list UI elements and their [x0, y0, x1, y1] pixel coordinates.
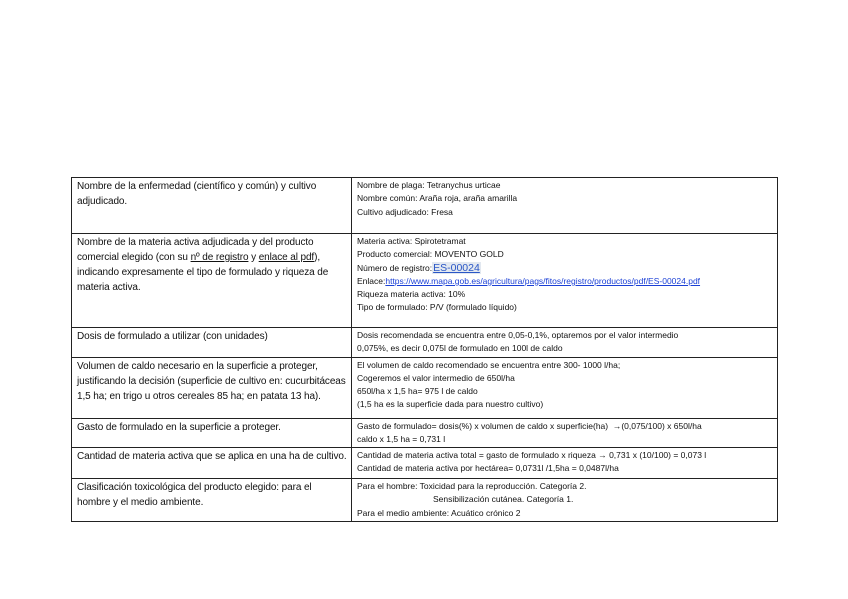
question-text: Dosis de formulado a utilizar (con unidades)	[77, 331, 268, 342]
pdf-url-link[interactable]: https://www.mapa.gob.es/agricultura/pags/fitos/registro/productos/pdf/ES-00024.pdf	[385, 275, 701, 286]
question-cell	[72, 178, 352, 234]
question-text: ), indicando expresamente el tipo de formulado y riqueza de materia activa.	[77, 252, 329, 293]
active-substance: Materia activa: Spirotetramat	[357, 236, 466, 246]
answer-line: Nombre de plaga: Tetranychus urticae	[357, 180, 501, 190]
question-text: Volumen de caldo necesario en la superficie a proteger, justificando la decisión (superficie de cultivo en: cucurbitáceas 1,5 ha; en trigo u otros cereales 85 ha; en patata 13 ha).	[77, 360, 346, 402]
answer-line: (1,5 ha es la superficie dada para nuestro cultivo)	[357, 399, 544, 410]
answer-line: Dosis recomendada se encuentra entre 0,05-0,1%, optaremos por el valor intermedio	[357, 330, 679, 340]
assignment-table	[71, 177, 778, 522]
table-row	[72, 178, 778, 234]
question-cell	[72, 448, 352, 479]
answer-cell	[352, 357, 778, 418]
richness: Riqueza materia activa: 10%	[357, 289, 466, 300]
answer-line: Cultivo adjudicado: Fresa	[357, 206, 453, 217]
table-row	[72, 448, 778, 479]
pdf-link[interactable]: enlace al pdf	[258, 252, 315, 263]
answer-line: Sensibilización cutánea. Categoría 1.	[433, 494, 574, 505]
formulation-type: Tipo de formulado: P/V (formulado líquido)	[357, 302, 517, 313]
answer-line: Para el medio ambiente: Acuático crónico 2	[357, 507, 521, 518]
question-text: Nombre de la materia activa adjudicada y del producto comercial elegido (con su	[77, 237, 314, 263]
answer-cell	[352, 328, 778, 358]
answer-cell	[352, 418, 778, 448]
question-text: Clasificación toxicológica del producto elegido: para el hombre y el medio ambiente.	[77, 482, 312, 509]
answer-line: 650l/ha x 1,5 ha= 975 l de caldo	[357, 386, 478, 397]
table-row	[72, 328, 778, 358]
registry-line	[357, 262, 773, 275]
question-cell	[72, 234, 352, 328]
question-text: Cantidad de materia activa que se aplica en una ha de cultivo.	[77, 451, 347, 463]
link-label: Enlace:	[357, 275, 386, 286]
table-row	[72, 418, 778, 448]
answer-line: Cantidad de materia activa por hectárea= 0,0731l /1,5ha = 0,0487l/ha	[357, 463, 619, 474]
commercial-product: Producto comercial: MOVENTO GOLD	[357, 249, 504, 260]
table-row	[72, 234, 778, 328]
answer-cell	[352, 234, 778, 328]
answer-line: 0,075%, es decir 0,075l de formulado en 100l de caldo	[357, 343, 563, 354]
registry-code-link[interactable]: ES-00024	[433, 261, 480, 274]
answer-line: caldo x 1,5 ha = 0,731 l	[357, 433, 446, 444]
link-line	[357, 275, 773, 288]
table-row	[72, 357, 778, 418]
question-text: Gasto de formulado en la superficie a proteger.	[77, 421, 281, 433]
answer-cell	[352, 178, 778, 234]
question-text: y	[248, 252, 259, 263]
registry-label: Número de registro:	[357, 262, 433, 273]
answer-line: Cantidad de materia activa total = gasto de formulado x riqueza → 0,731 x (10/100) = 0,073 l	[357, 450, 707, 461]
registry-number-link[interactable]: nº de registro	[190, 252, 249, 263]
question-cell	[72, 328, 352, 358]
answer-line: Gasto de formulado= dosis(%) x volumen de caldo x superficie(ha) →(0,075/100) x 650l/ha	[357, 420, 702, 431]
answer-line: Nombre común: Araña roja, araña amarilla	[357, 193, 518, 204]
question-cell	[72, 479, 352, 522]
question-text: Nombre de la enfermedad (científico y común) y cultivo adjudicado.	[77, 181, 317, 207]
answer-line: El volumen de caldo recomendado se encuentra entre 300- 1000 l/ha;	[357, 359, 621, 370]
answer-cell	[352, 448, 778, 479]
answer-line: Para el hombre: Toxicidad para la reproducción. Categoría 2.	[357, 481, 587, 492]
table-row	[72, 479, 778, 522]
answer-cell	[352, 479, 778, 522]
question-cell	[72, 357, 352, 418]
question-cell	[72, 418, 352, 448]
answer-line: Cogeremos el valor intermedio de 650l/ha	[357, 372, 515, 383]
